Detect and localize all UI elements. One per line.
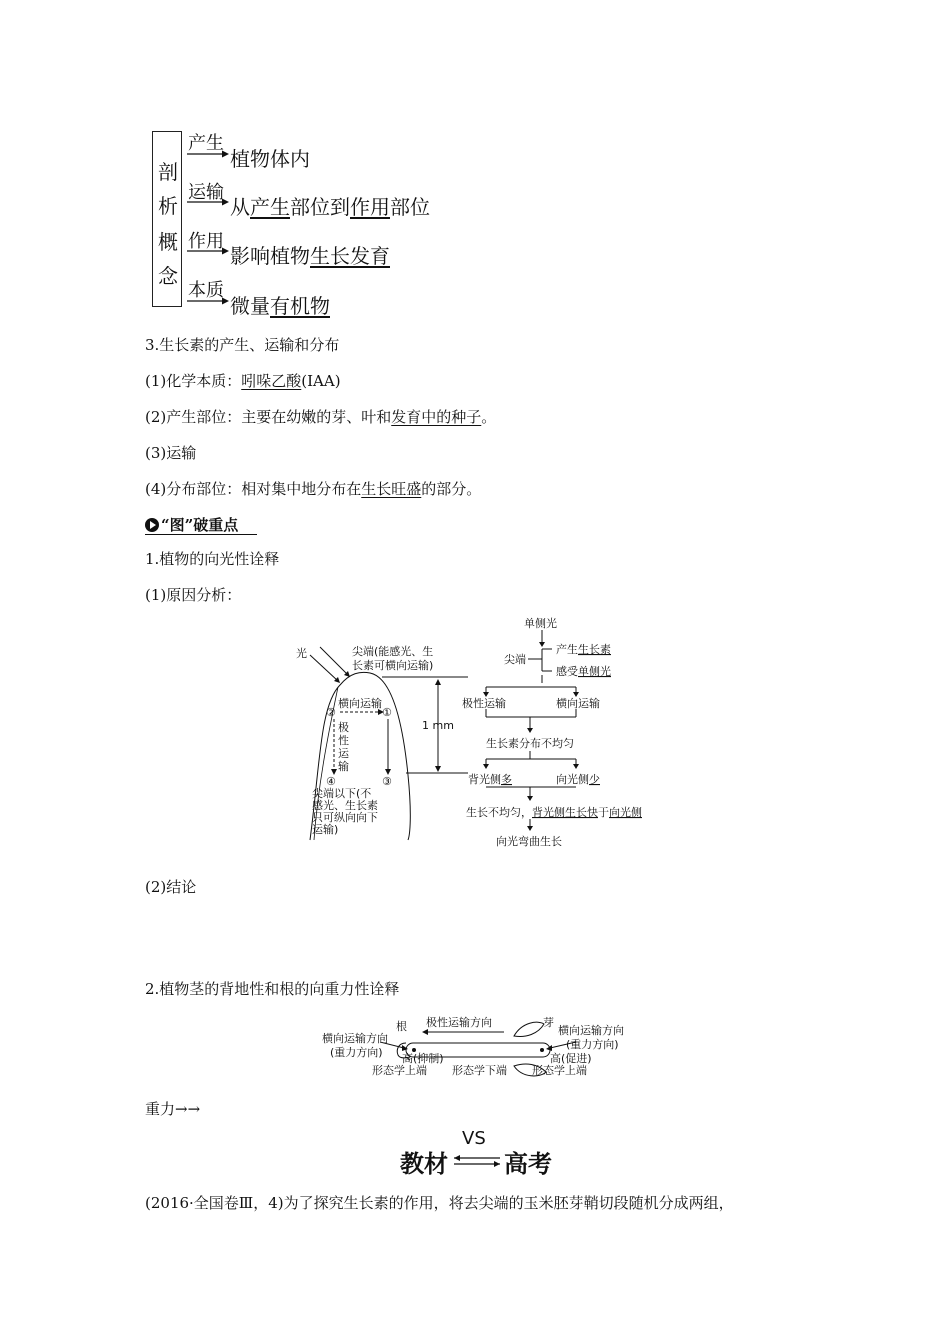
below-note: 尖端以下(不	[312, 787, 372, 800]
concept-label: 产生	[188, 133, 224, 154]
paragraph: (3)运输	[145, 444, 197, 462]
bud-label: 芽	[543, 1016, 554, 1029]
point-2: ②	[326, 706, 336, 719]
lateral-dir-left: 横向运输方向	[322, 1032, 388, 1045]
below-note: 感光、生长素	[312, 799, 378, 812]
tip-note: 尖端(能感光、生	[352, 645, 434, 658]
concept-box	[152, 131, 182, 307]
high-inhibit: 高(抑制)	[402, 1052, 444, 1065]
heading-underline	[145, 534, 257, 535]
growth-label: 生长不均匀，背光侧生长快于向光侧	[466, 806, 642, 819]
paragraph: (2)结论	[145, 878, 197, 896]
vs-arrows	[452, 1154, 502, 1168]
point-3: ③	[382, 775, 392, 788]
polar-dir-label: 极性运输方向	[426, 1016, 492, 1029]
polar-label: 极性运输	[462, 697, 506, 710]
unilateral-label: 单侧光	[524, 617, 557, 630]
polar-char: 输	[338, 760, 349, 773]
section-title: 2.植物茎的背地性和根的向重力性诠释	[145, 980, 400, 998]
uneven-label: 生长素分布不均匀	[486, 737, 574, 750]
concept-label: 本质	[188, 280, 224, 301]
polar-char: 性	[338, 734, 349, 747]
tip-note: 长素可横向运输)	[352, 659, 434, 672]
concept-char: 析	[158, 194, 178, 218]
concept-label: 运输	[188, 182, 224, 203]
concept-text: 微量有机物	[230, 294, 330, 318]
light-label: 光	[296, 647, 307, 660]
tip-label: 尖端	[504, 653, 526, 666]
paragraph: (1)化学本质：吲哚乙酸(IAA)	[145, 372, 341, 390]
lateral-dir-left: (重力方向)	[330, 1046, 383, 1059]
polar-char: 极	[338, 721, 349, 734]
section-title: 3.生长素的产生、运输和分布	[145, 336, 340, 354]
section-title: 1.植物的向光性诠释	[145, 550, 280, 568]
lateral-label-2: 横向运输	[556, 697, 600, 710]
concept-text: 从产生部位到作用部位	[230, 195, 430, 219]
front-label: 向光侧少	[556, 773, 600, 786]
root-label: 根	[396, 1020, 407, 1033]
high-promote: 高(促进)	[550, 1052, 592, 1065]
below-note: 只可纵向向下	[312, 811, 378, 824]
point-4: ④	[326, 775, 336, 788]
concept-label: 作用	[188, 231, 224, 252]
mm-label: 1 mm	[422, 719, 454, 732]
back-label: 背光侧多	[468, 773, 512, 786]
phototropism-figure	[290, 615, 660, 850]
lateral-dir-right: (重力方向)	[566, 1038, 619, 1051]
concept-char: 剖	[158, 160, 178, 184]
apical-left: 形态学上端	[372, 1064, 427, 1077]
section-heading: “图”破重点	[145, 514, 238, 535]
below-note: 运输)	[312, 823, 339, 836]
produce-label: 产生生长素	[556, 643, 611, 656]
point-1: ①	[382, 706, 392, 719]
sense-label: 感受单侧光	[556, 665, 611, 678]
polar-char: 运	[338, 747, 349, 760]
gravity-line: 重力→→	[145, 1100, 201, 1118]
concept-text: 影响植物生长发育	[230, 244, 390, 268]
play-icon	[145, 518, 159, 532]
lateral-label: 横向运输	[338, 697, 382, 710]
question-text: (2016·全国卷Ⅲ，4)为了探究生长素的作用，将去尖端的玉米胚芽鞘切段随机分成两组，	[145, 1194, 734, 1212]
vs-mid: VS	[462, 1128, 486, 1149]
paragraph: (1)原因分析：	[145, 586, 242, 604]
vs-right: 高考	[504, 1150, 552, 1178]
apical-right: 形态学上端	[532, 1064, 587, 1077]
vs-left: 教材	[400, 1150, 448, 1178]
concept-char: 概	[158, 230, 178, 254]
gravitropism-figure	[318, 1012, 634, 1082]
concept-char: 念	[158, 264, 178, 288]
basal-mid: 形态学下端	[452, 1064, 507, 1077]
paragraph: (4)分布部位：相对集中地分布在生长旺盛的部分。	[145, 480, 482, 498]
paragraph: (2)产生部位：主要在幼嫩的芽、叶和发育中的种子。	[145, 408, 497, 426]
concept-text: 植物体内	[230, 147, 310, 171]
bend-label: 向光弯曲生长	[496, 835, 562, 848]
lateral-dir-right: 横向运输方向	[558, 1024, 624, 1037]
